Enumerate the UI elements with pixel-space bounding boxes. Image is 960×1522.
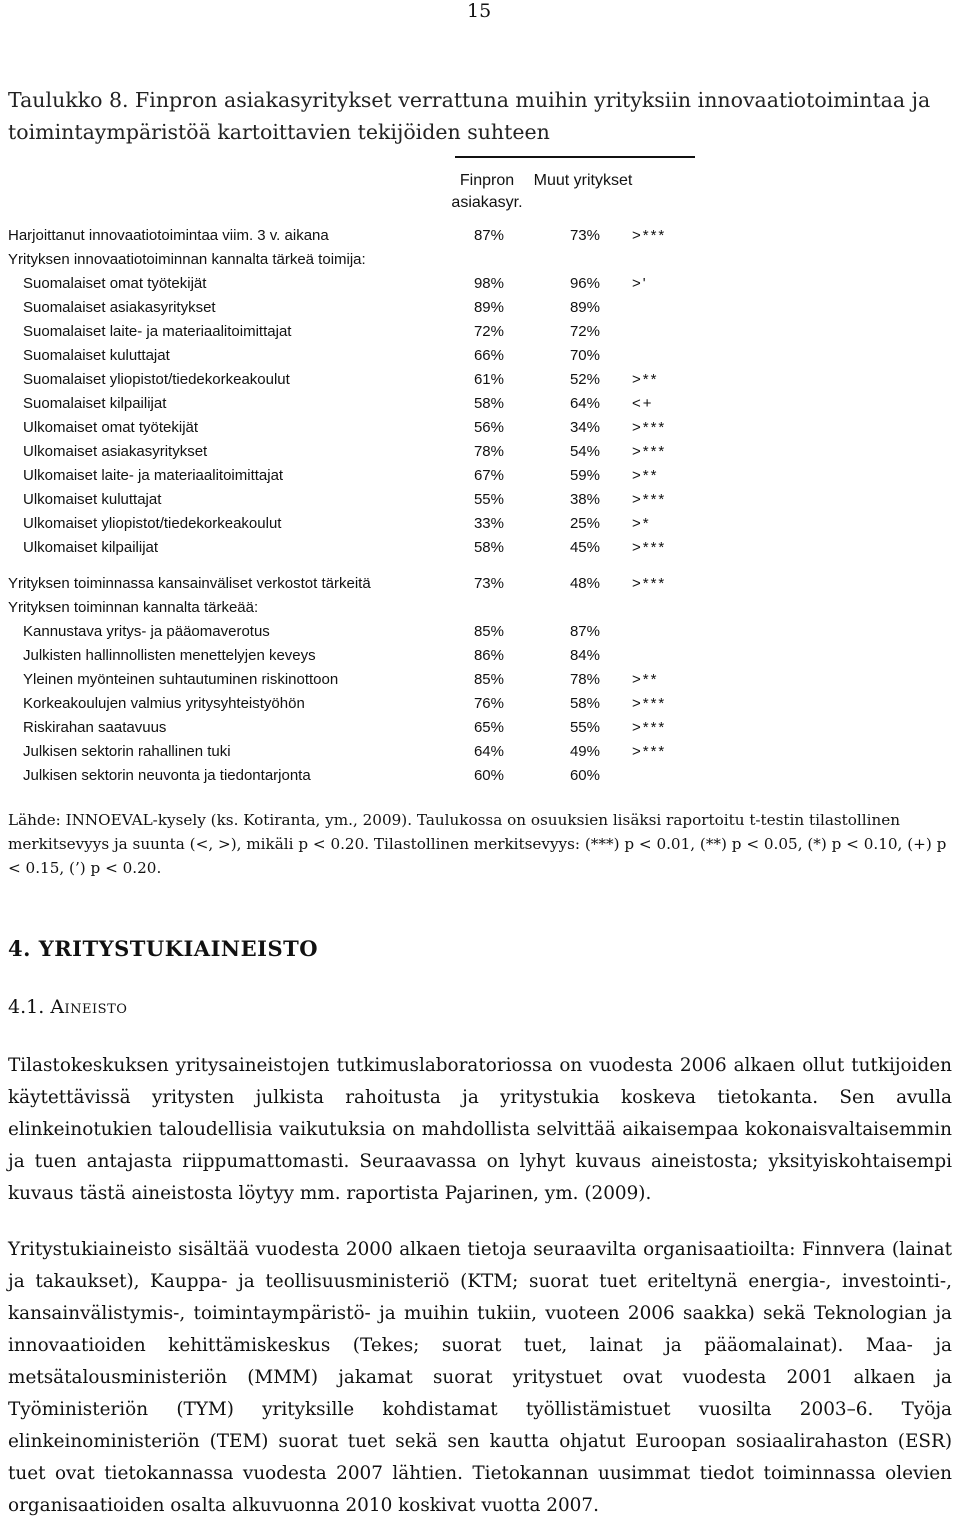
finpron-value: 66% [473, 347, 504, 364]
finpron-value: 85% [473, 671, 504, 688]
muut-value: 55% [569, 719, 600, 736]
table-row [0, 392, 960, 416]
muut-value: 87% [569, 623, 600, 640]
table-row [0, 320, 960, 344]
muut-value: 73% [569, 227, 600, 244]
table-row [0, 296, 960, 320]
row-label: Julkisen sektorin rahallinen tuki [23, 743, 231, 760]
row-label: Suomalaiset omat työtekijät [23, 275, 207, 292]
finpron-value: 78% [473, 443, 504, 460]
table-row [0, 668, 960, 692]
table-row [0, 716, 960, 740]
row-label: Ulkomaiset yliopistot/tiedekorkeakoulut [23, 515, 282, 532]
muut-value: 60% [569, 767, 600, 784]
finpron-value: 65% [473, 719, 504, 736]
column-header-finpron: Finpron asiakasyr. [451, 172, 523, 211]
table-row [0, 440, 960, 464]
significance-marker: >*** [632, 419, 667, 436]
row-label: Julkisen sektorin neuvonta ja tiedontarjonta [23, 767, 311, 784]
finpron-value: 58% [473, 395, 504, 412]
muut-value: 64% [569, 395, 600, 412]
finpron-value: 76% [473, 695, 504, 712]
muut-value: 59% [569, 467, 600, 484]
table-row [0, 344, 960, 368]
muut-value: 72% [569, 323, 600, 340]
finpron-value: 89% [473, 299, 504, 316]
finpron-value: 86% [473, 647, 504, 664]
muut-value: 49% [569, 743, 600, 760]
table-row [0, 464, 960, 488]
finpron-value: 60% [473, 767, 504, 784]
finpron-value: 58% [473, 539, 504, 556]
row-label: Ulkomaiset kuluttajat [23, 491, 162, 508]
muut-value: 58% [569, 695, 600, 712]
significance-marker: >*** [632, 443, 667, 460]
row-label: Riskirahan saatavuus [23, 719, 167, 736]
finpron-value: 87% [473, 227, 504, 244]
column-header-muut: Muut yritykset [533, 172, 633, 189]
table-row [0, 416, 960, 440]
finpron-value: 56% [473, 419, 504, 436]
table-row [0, 536, 960, 560]
page-number: 15 [467, 0, 492, 22]
finpron-value: 33% [473, 515, 504, 532]
row-label: Yrityksen innovaatiotoiminnan kannalta tärkeä toimija: [8, 251, 366, 268]
muut-value: 45% [569, 539, 600, 556]
muut-value: 54% [569, 443, 600, 460]
row-label: Ulkomaiset laite- ja materiaalitoimittajat [23, 467, 284, 484]
table-row [0, 512, 960, 536]
muut-value: 38% [569, 491, 600, 508]
finpron-value: 72% [473, 323, 504, 340]
subsection-title: Aineisto [50, 996, 128, 1018]
table-row [0, 248, 960, 272]
muut-value: 89% [569, 299, 600, 316]
significance-marker: <+ [632, 395, 654, 412]
row-label: Suomalaiset asiakasyritykset [23, 299, 216, 316]
significance-marker: >*** [632, 575, 667, 592]
row-label: Yleinen myönteinen suhtautuminen riskinottoon [23, 671, 339, 688]
finpron-value: 73% [473, 575, 504, 592]
table-row [0, 644, 960, 668]
muut-value: 52% [569, 371, 600, 388]
finpron-value: 64% [473, 743, 504, 760]
row-label: Yrityksen toiminnan kannalta tärkeää: [8, 599, 259, 616]
row-label: Suomalaiset kilpailijat [23, 395, 167, 412]
finpron-value: 61% [473, 371, 504, 388]
table-row [0, 368, 960, 392]
table-row [0, 572, 960, 596]
row-label: Ulkomaiset omat työtekijät [23, 419, 199, 436]
muut-value: 25% [569, 515, 600, 532]
table-row [0, 272, 960, 296]
significance-marker: >*** [632, 719, 667, 736]
finpron-value: 67% [473, 467, 504, 484]
row-label: Suomalaiset yliopistot/tiedekorkeakoulut [23, 371, 290, 388]
subsection-number: 4.1. [8, 996, 45, 1018]
muut-value: 96% [569, 275, 600, 292]
significance-marker: >' [632, 275, 648, 292]
finpron-value: 85% [473, 623, 504, 640]
finpron-value: 55% [473, 491, 504, 508]
table-row [0, 596, 960, 620]
finpron-value: 98% [473, 275, 504, 292]
significance-marker: >*** [632, 743, 667, 760]
significance-marker: >*** [632, 491, 667, 508]
muut-value: 78% [569, 671, 600, 688]
muut-value: 70% [569, 347, 600, 364]
row-label: Ulkomaiset asiakasyritykset [23, 443, 208, 460]
body-paragraph: Tilastokeskuksen yritysaineistojen tutkimuslaboratoriossa on vuodesta 2006 alkaen ollut tutkijoiden käytettävissä yritysten julkista rahoitusta ja yritystukia koskeva tietokanta. Sen avulla elinkeinotukien taloudellisia vaikutuksia on mahdollista selvittää aikaisempaa kokonaisvaltaisemmin ja tuen antajasta riippumattomasti. Seuraavassa on lyhyt kuvaus aineistosta; yksityiskohtaisempi kuvaus tästä aineistosta löytyy mm. raportista Pajarinen, ym. (2009). [8, 1055, 952, 1204]
section-heading: 4. YRITYSTUKIAINEISTO [8, 936, 319, 961]
significance-marker: >*** [632, 227, 667, 244]
table-caption: Taulukko 8. Finpron asiakasyritykset verrattuna muihin yrityksiin innovaatiotoimintaa ja toimintaympäristöä kartoittavien tekijöiden suhteen [8, 88, 931, 144]
table-row [0, 740, 960, 764]
table-row [0, 764, 960, 788]
table-row [0, 692, 960, 716]
muut-value: 34% [569, 419, 600, 436]
significance-marker: >*** [632, 539, 667, 556]
row-label: Ulkomaiset kilpailijat [23, 539, 159, 556]
source-note: Lähde: INNOEVAL-kysely (ks. Kotiranta, ym., 2009). Taulukossa on osuuksien lisäksi raportoitu t-testin tilastollinen merkitsevyys ja suunta (<, >), mikäli p < 0.20. Tilastollinen merkitsevyys: (***) p < 0.01, (**) p < 0.05, (*) p < 0.10, (+) p < 0.15, (’) p < 0.20. [8, 811, 947, 877]
muut-value: 48% [569, 575, 600, 592]
row-label: Kannustava yritys- ja pääomaverotus [23, 623, 270, 640]
table-row [0, 488, 960, 512]
body-paragraph: Yritystukiaineisto sisältää vuodesta 2000 alkaen tietoja seuraavilta organisaatioilta: Finnvera (lainat ja takaukset), Kauppa- ja teollisuusministeriö (KTM; suorat tuet eriteltynä energia-, investointi-, kansainvälistymis-, toimintaympäristö- ja muihin tukiin, vuoteen 2006 saakka) sekä Teknologian ja innovaatioiden kehittämiskeskus (Tekes; suorat tuet, lainat ja pääomalainat). Maa- ja metsätalousministeriön (MMM) jakamat suorat yritystuet ovat vuodesta 2001 alkaen ja Työministeriön (TYM) yrityksille kohdistamat työllistämistuet vuosilta 2003–6. Työja elinkeinoministeriön (TEM) suorat tuet sekä sen kautta ohjatut Euroopan sosiaalirahaston (ESR) tuet ovat tietokannassa vuodesta 2007 lähtien. Tietokannan uusimmat tiedot toiminnassa olevien organisaatioiden osalta alkuvuonna 2010 koskivat vuotta 2007. [8, 1239, 952, 1516]
row-label: Suomalaiset laite- ja materiaalitoimittajat [23, 323, 292, 340]
row-label: Yrityksen toiminnassa kansainväliset verkostot tärkeitä [8, 575, 371, 592]
row-label: Harjoittanut innovaatiotoimintaa viim. 3 v. aikana [8, 227, 329, 244]
subsection-heading [8, 996, 127, 1018]
muut-value: 84% [569, 647, 600, 664]
significance-marker: >** [632, 371, 659, 388]
significance-marker: >* [632, 515, 651, 532]
row-label: Julkisten hallinnollisten menettelyjen keveys [23, 647, 316, 664]
table-row [0, 620, 960, 644]
row-label: Korkeakoulujen valmius yritysyhteistyöhön [23, 695, 305, 712]
table-row [0, 224, 960, 248]
table-top-rule [455, 156, 695, 158]
significance-marker: >** [632, 671, 659, 688]
significance-marker: >*** [632, 695, 667, 712]
significance-marker: >** [632, 467, 659, 484]
row-label: Suomalaiset kuluttajat [23, 347, 170, 364]
